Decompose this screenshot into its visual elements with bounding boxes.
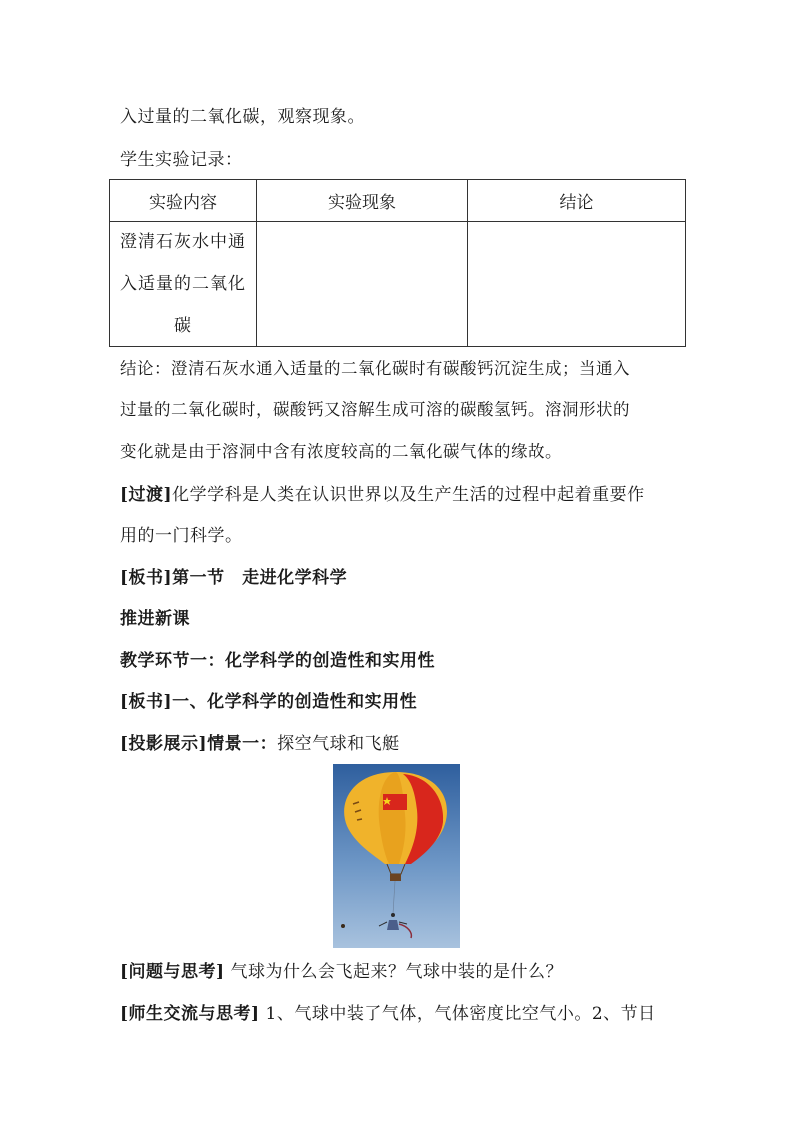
board-tag-1: [板书] [120,568,173,588]
discussion-text: 1、气球中装了气体，气体密度比空气小。2、节日 [265,1004,656,1024]
discussion-line [120,1002,656,1026]
transition-line-1 [120,483,645,507]
small-object [341,924,345,928]
header-experiment-phenomenon: 实验现象 [257,180,468,222]
transition-tag: [过渡] [120,485,173,505]
question-text: 气球为什么会飞起来？气球中装的是什么？ [230,962,563,982]
header-experiment-content: 实验内容 [110,180,257,222]
transition-line-2: 用的一门科学。 [120,526,243,546]
cell-content-line-1: 澄清石灰水中通 [120,232,246,252]
cell-conclusion [468,222,686,347]
text-line-2: 学生实验记录： [120,150,243,170]
board-heading-2 [120,690,417,714]
projection-tag: [投影展示]情景一： [120,734,278,754]
cell-content-line-3: 碳 [174,316,192,336]
projection-text: 探空气球和飞艇 [277,734,400,754]
cell-experiment-content [110,222,257,347]
conclusion-line-3: 变化就是由于溶洞中含有浓度较高的二氧化碳气体的缘故。 [120,442,562,461]
hot-air-balloon-photo [333,764,460,948]
balloon-basket [390,874,401,881]
cell-content-line-2: 入适量的二氧化 [120,274,246,294]
new-lesson-heading: 推进新课 [120,609,190,629]
conclusion-line-1: 结论：澄清石灰水通入适量的二氧化碳时有碳酸钙沉淀生成；当通入 [120,359,630,378]
board-text-2: 一、化学科学的创造性和实用性 [172,692,418,712]
board-text-1: 第一节 走进化学科学 [172,568,348,588]
conclusion-line-2: 过量的二氧化碳时，碳酸钙又溶解生成可溶的碳酸氢钙。溶洞形状的 [120,400,630,419]
cell-experiment-phenomenon [257,222,468,347]
table-row [110,222,686,347]
question-tag: [问题与思考] [120,962,225,982]
header-conclusion: 结论 [468,180,686,222]
text-line-1: 入过量的二氧化碳，观察现象。 [120,107,365,127]
board-heading-1 [120,566,347,590]
transition-text: 化学学科是人类在认识世界以及生产生活的过程中起着重要作 [172,485,645,505]
discussion-tag: [师生交流与思考] [120,1004,260,1024]
experiment-record-table [109,179,686,347]
board-tag-2: [板书] [120,692,173,712]
question-line [120,960,563,984]
projection-line [120,732,400,756]
teaching-step-heading: 教学环节一：化学科学的创造性和实用性 [120,651,435,671]
table-header-row [110,180,686,222]
